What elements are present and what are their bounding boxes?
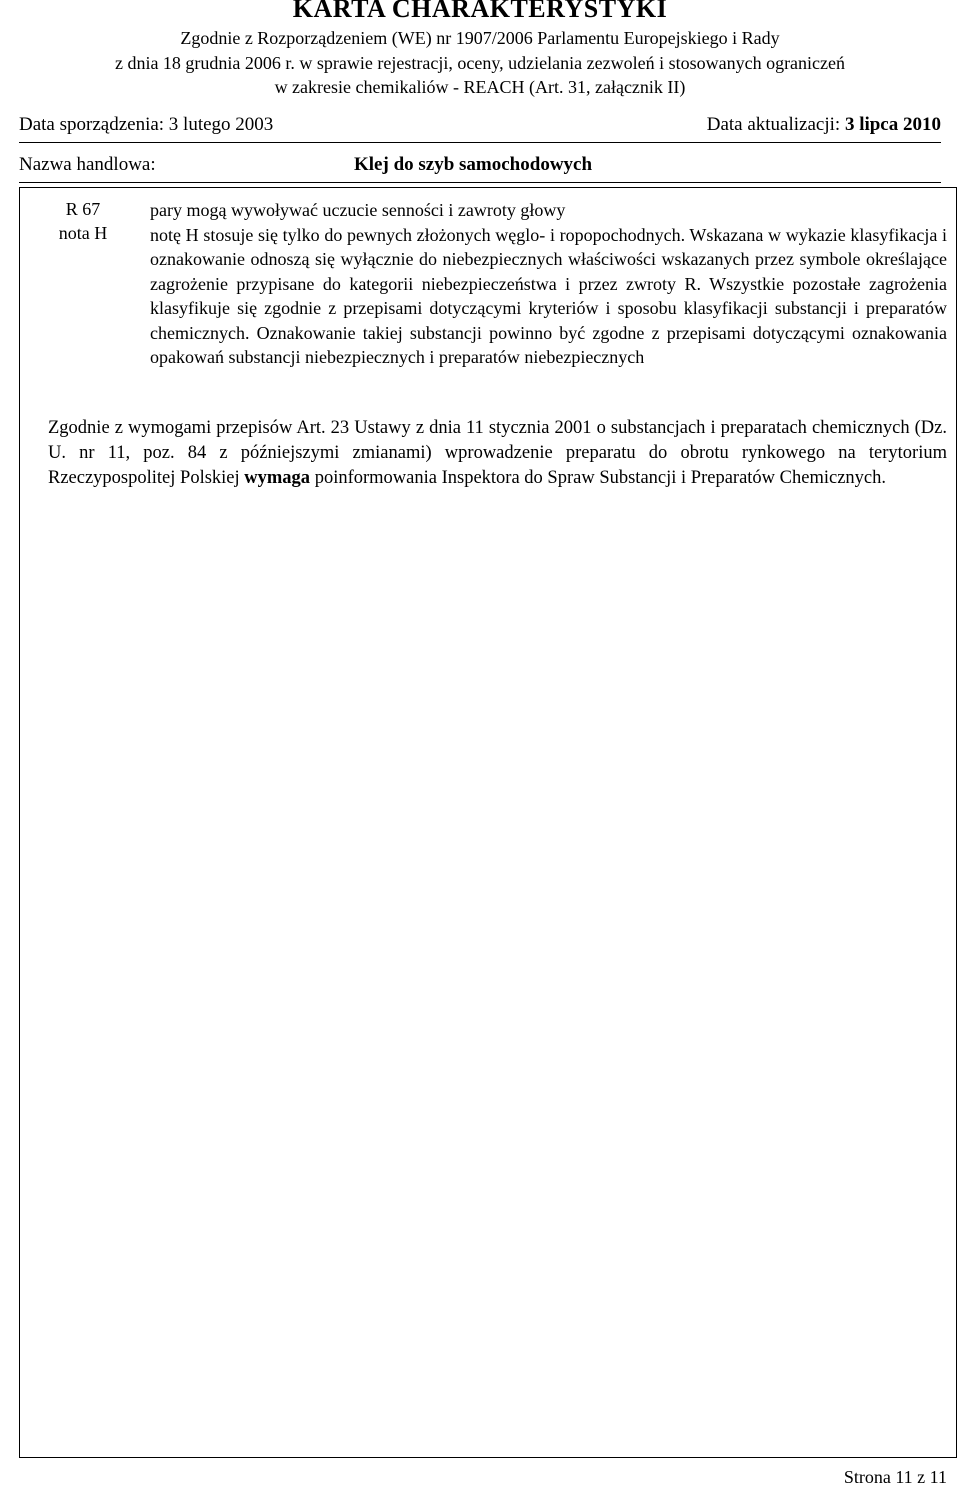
header-divider: [19, 142, 941, 143]
content-frame: [19, 187, 957, 1458]
regulation-line-3: w zakresie chemikaliów - REACH (Art. 31, załącznik II): [274, 77, 686, 97]
legal-text-start: Zgodnie z wymogami przepisów Art. 23 Ustawy z dnia 11 stycznia 2001 o substancjach i preparatach chemicznych (Dz. U. nr 11, poz. 84 z późniejszymi zmianami) wprowadzenie preparatu do obrotu rynkowego na terytorium Rzeczypospolitej Polskiej: [48, 418, 947, 488]
hazard-code-r67: R 67: [65, 199, 101, 219]
legal-text-end: poinformowania Inspektora do Spraw Substancji i Preparatów Chemicznych.: [310, 468, 886, 488]
trade-name-label: Nazwa handlowa:: [19, 154, 156, 175]
regulation-line-1: Zgodnie z Rozporządzeniem (WE) nr 1907/2006 Parlamentu Europejskiego i Rady: [180, 28, 780, 48]
document-title: KARTA CHARAKTERYSTYKI: [292, 0, 668, 23]
hazard-codes: [48, 197, 118, 245]
updated-date: [707, 113, 941, 137]
updated-date-value: 3 lipca 2010: [844, 114, 941, 135]
updated-label: Data aktualizacji:: [706, 114, 841, 135]
trade-name-divider: [19, 182, 941, 183]
legal-emphasis: wymaga: [244, 468, 311, 488]
hazard-code-nota-h: nota H: [58, 223, 108, 243]
hazard-notes: [150, 198, 947, 370]
page-number: Strona 11 z 11: [843, 1467, 947, 1487]
regulation-line-2: z dnia 18 grudnia 2006 r. w sprawie rejestracji, oceny, udzielania zezwoleń i stosowanych ograniczeń: [114, 53, 846, 73]
note-nota-h: notę H stosuje się tylko do pewnych złożonych węglo- i ropopochodnych. Wskazana w wykazie klasyfikacja i oznakowanie odnoszą się wyłącznie do niebezpiecznych właściwości wskazanych przez symbole określające zagrożenie przypisane do kategorii niebezpieczeństwa i przez zwroty R. Wszystkie pozostałe zagrożenia klasyfikuje się zgodnie z przepisami dotyczącymi kryteriów i sposobu klasyfikacji substancji i preparatów chemicznych. Oznakowanie takiej substancji powinno być zgodne z przepisami dotyczącymi oznakowania opakowań substancji niebezpiecznych i preparatów niebezpiecznych: [150, 224, 947, 367]
trade-name-value: Klej do szyb samochodowych: [354, 154, 593, 175]
prepared-date: Data sporządzenia: 3 lutego 2003: [19, 114, 274, 135]
legal-paragraph: [48, 416, 947, 491]
note-r67: pary mogą wywoływać uczucie senności i zawroty głowy: [150, 200, 566, 220]
